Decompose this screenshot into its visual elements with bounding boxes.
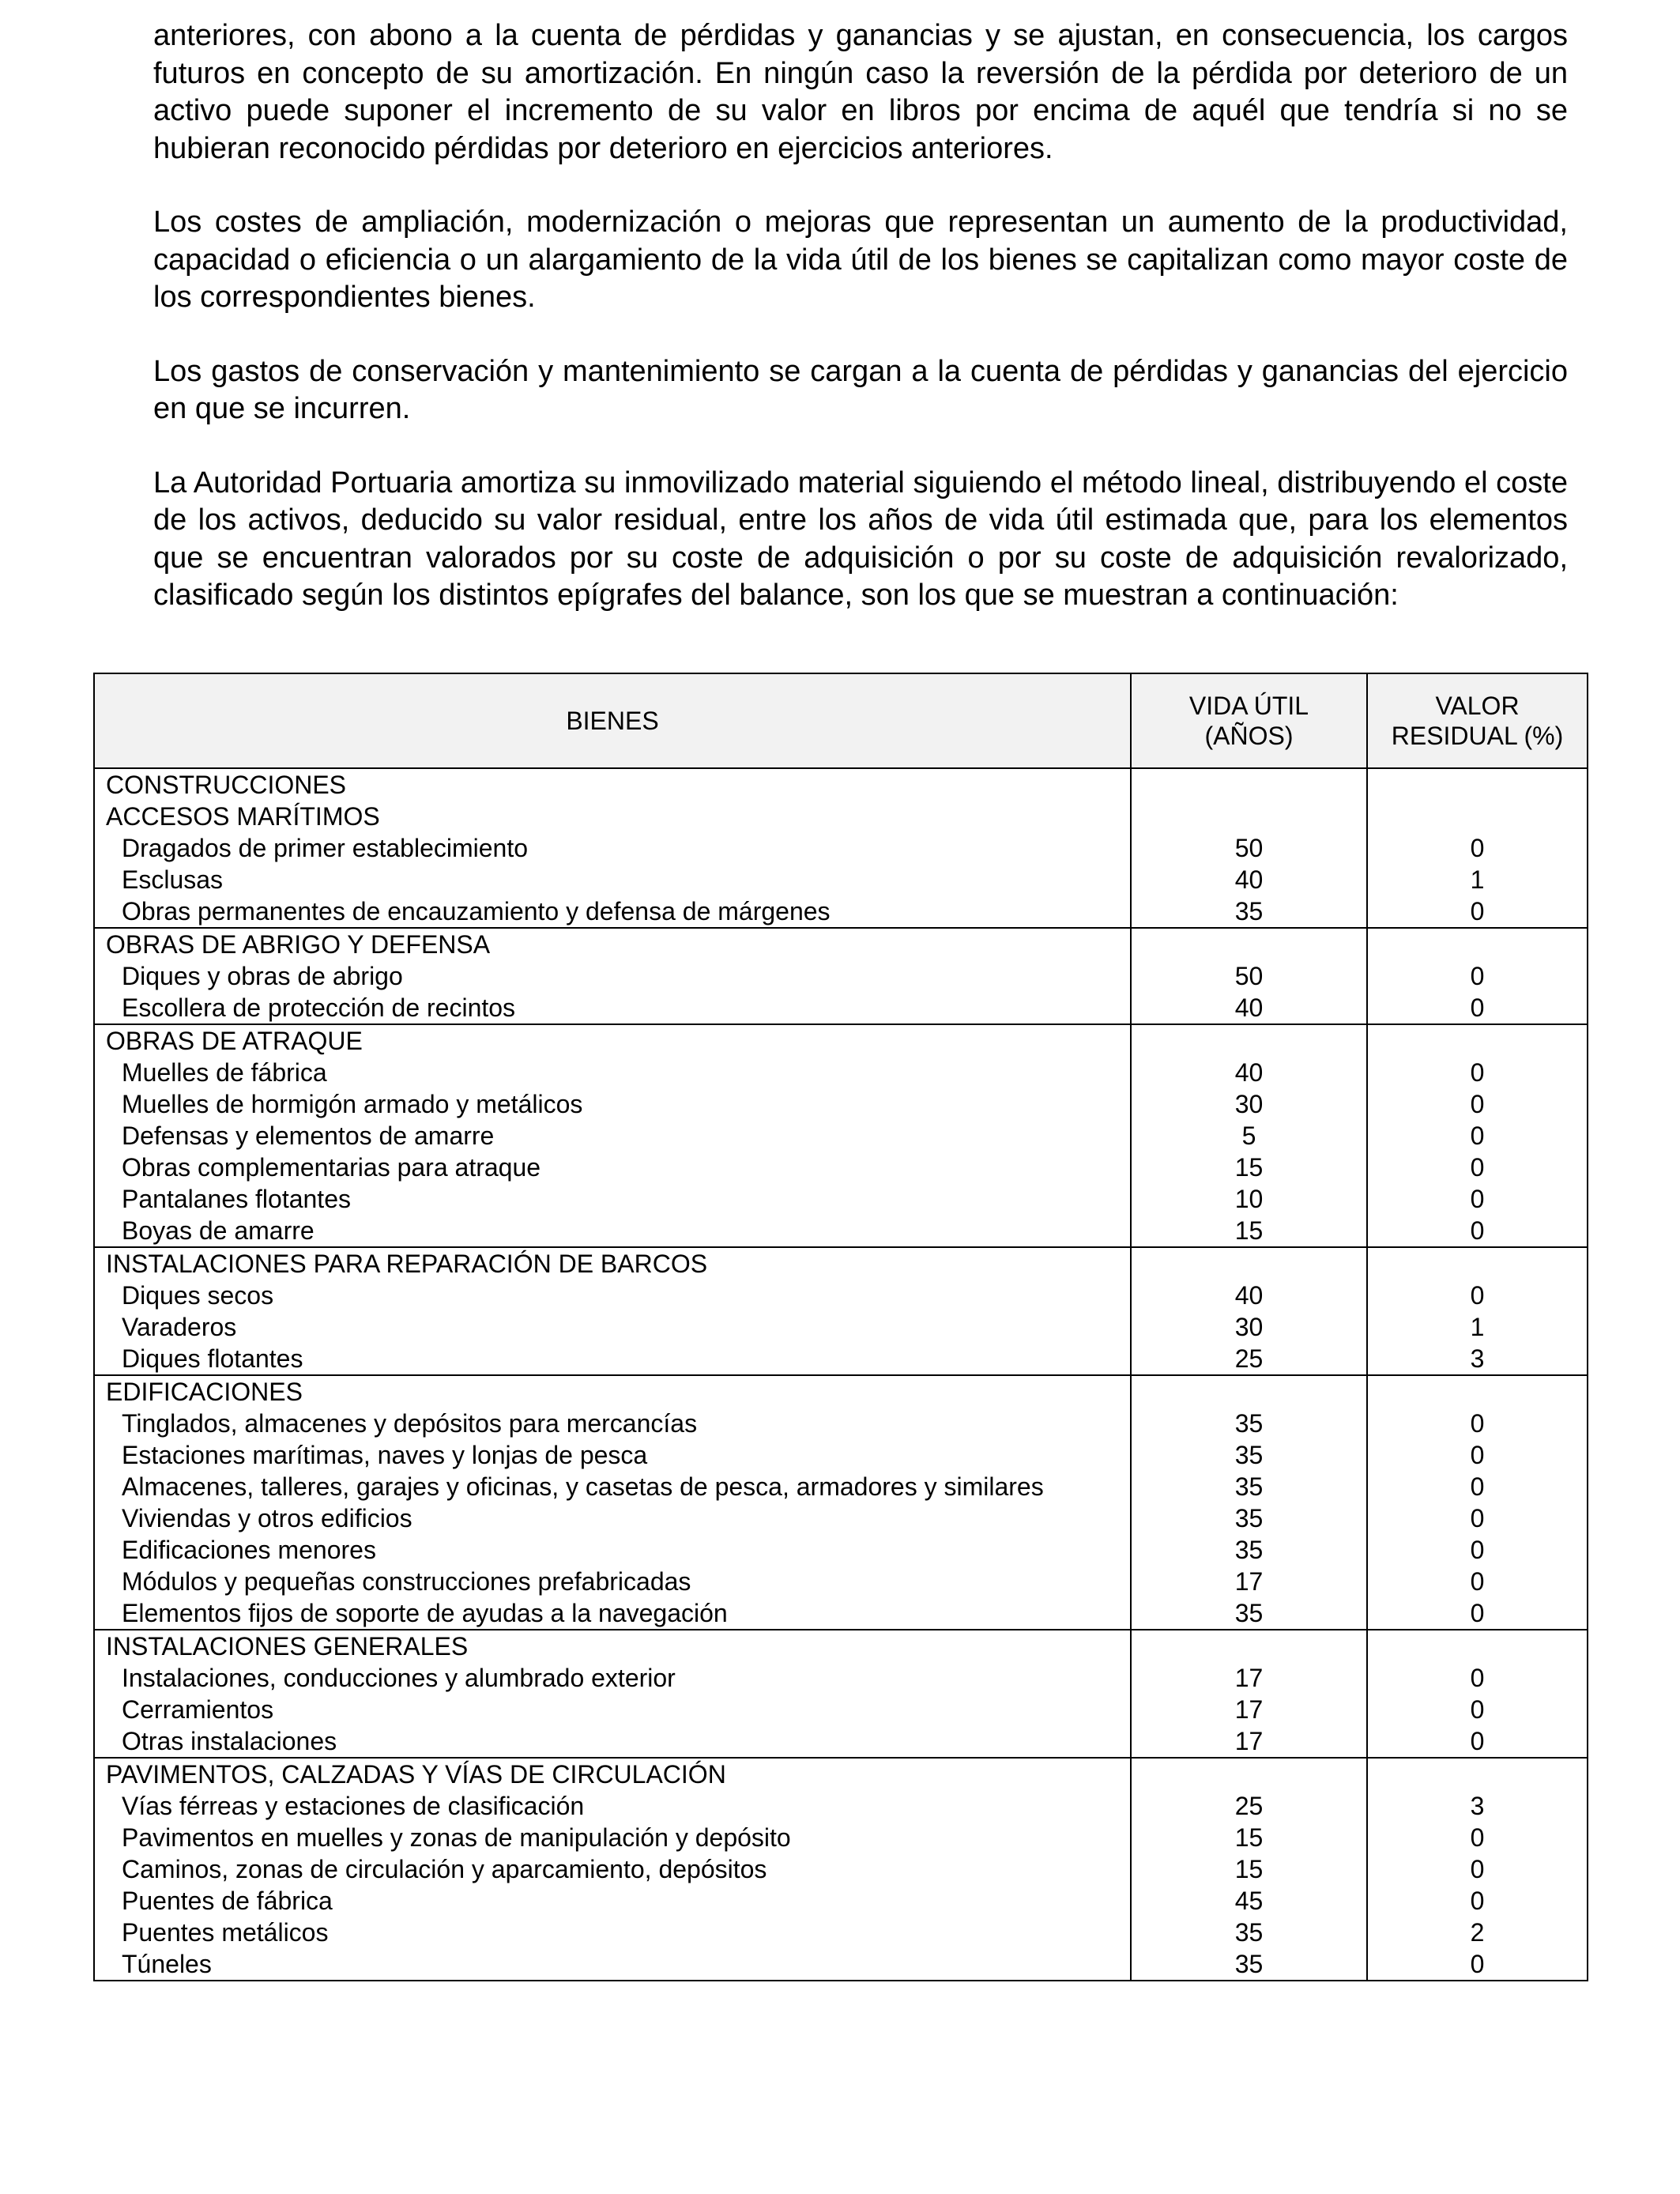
goods-item-label: Obras complementarias para atraque	[122, 1153, 541, 1182]
category-heading: OBRAS DE ABRIGO Y DEFENSA	[106, 930, 491, 959]
goods-label-cell	[94, 928, 1131, 1024]
paragraph-depreciation-method: La Autoridad Portuaria amortiza su inmovilizado material siguiendo el método lineal, distribuyendo el coste de los activos, deducido su valor residual, entre los años de vida útil estimada que, para los elementos que se encuentran valorados por su coste de adquisición o por su coste de adquisición revalorizado, clasificado según los distintos epígrafes del balance, son los que se muestran a continuación:	[153, 466, 1568, 612]
spacer	[1368, 1248, 1587, 1280]
residual-value-cell	[1367, 1247, 1588, 1375]
useful-life-value: 17	[1234, 1664, 1264, 1692]
table-row	[94, 1630, 1588, 1758]
goods-item-label: Almacenes, talleres, garajes y oficinas, y casetas de pesca, armadores y similares	[122, 1472, 1044, 1501]
residual-value: 0	[1470, 1185, 1485, 1213]
goods-item-label: Cerramientos	[122, 1695, 274, 1724]
goods-item-label: Pavimentos en muelles y zonas de manipulación y depósito	[122, 1823, 791, 1852]
residual-value-cell	[1367, 928, 1588, 1024]
residual-value: 0	[1470, 1536, 1485, 1564]
useful-life-cell	[1131, 1375, 1367, 1630]
goods-label-cell	[94, 1247, 1131, 1375]
residual-value: 0	[1470, 1441, 1485, 1469]
header-bienes-label: BIENES	[566, 707, 659, 735]
useful-life-value: 35	[1234, 1918, 1264, 1947]
useful-life-table	[93, 673, 1588, 1981]
table-group	[94, 1024, 1588, 1247]
useful-life-value: 17	[1234, 1695, 1264, 1724]
category-heading: INSTALACIONES PARA REPARACIÓN DE BARCOS	[106, 1250, 708, 1278]
residual-value: 1	[1470, 865, 1485, 894]
spacer	[1132, 769, 1366, 801]
useful-life-value: 35	[1234, 1409, 1264, 1438]
useful-life-value: 35	[1234, 1536, 1264, 1564]
table-group	[94, 768, 1588, 928]
useful-life-value: 17	[1234, 1727, 1264, 1755]
spacer	[1368, 929, 1587, 960]
residual-value-cell	[1367, 1630, 1588, 1758]
useful-life-cell	[1131, 1024, 1367, 1247]
goods-item-label: Muelles de hormigón armado y metálicos	[122, 1090, 583, 1118]
useful-life-value: 35	[1234, 1599, 1264, 1627]
residual-value: 0	[1470, 962, 1485, 990]
goods-item-label: Muelles de fábrica	[122, 1058, 327, 1087]
residual-value: 0	[1470, 1695, 1485, 1724]
residual-value: 0	[1470, 1855, 1485, 1883]
residual-value: 0	[1470, 1281, 1485, 1310]
useful-life-value: 35	[1234, 1472, 1264, 1501]
header-vida-line1: VIDA ÚTIL	[1188, 692, 1309, 720]
residual-value: 3	[1470, 1792, 1485, 1820]
residual-value: 0	[1470, 1504, 1485, 1532]
useful-life-value: 5	[1241, 1122, 1256, 1150]
useful-life-cell	[1131, 1630, 1367, 1758]
residual-value: 0	[1470, 1664, 1485, 1692]
residual-value: 0	[1470, 1472, 1485, 1501]
header-bienes	[94, 673, 1131, 768]
body-text	[153, 17, 1568, 651]
goods-item-label: Túneles	[122, 1950, 212, 1978]
table-header-row	[94, 673, 1588, 768]
header-valor-line2: RESIDUAL (%)	[1391, 722, 1564, 750]
goods-item-label: Módulos y pequeñas construcciones prefabricadas	[122, 1567, 691, 1596]
goods-item-label: Edificaciones menores	[122, 1536, 376, 1564]
goods-item-label: Puentes de fábrica	[122, 1887, 333, 1915]
category-heading: ACCESOS MARÍTIMOS	[106, 802, 380, 831]
residual-value: 0	[1470, 1122, 1485, 1150]
residual-value-cell	[1367, 1024, 1588, 1247]
goods-label-cell	[94, 1630, 1131, 1758]
spacer	[1368, 1025, 1587, 1057]
residual-value: 0	[1470, 1216, 1485, 1245]
table-row	[94, 1758, 1588, 1981]
useful-life-cell	[1131, 928, 1367, 1024]
residual-value: 0	[1470, 1409, 1485, 1438]
goods-item-label: Diques secos	[122, 1281, 274, 1310]
residual-value: 0	[1470, 1567, 1485, 1596]
spacer	[1368, 1759, 1587, 1790]
goods-item-label: Elementos fijos de soporte de ayudas a la navegación	[122, 1599, 728, 1627]
category-heading: INSTALACIONES GENERALES	[106, 1632, 469, 1661]
paragraph-maintenance-expenses: Los gastos de conservación y mantenimiento se cargan a la cuenta de pérdidas y ganancias del ejercicio en que se incurren.	[153, 354, 1568, 425]
useful-life-value: 35	[1234, 1441, 1264, 1469]
useful-life-value: 25	[1234, 1792, 1264, 1820]
goods-item-label: Obras permanentes de encauzamiento y defensa de márgenes	[122, 897, 831, 925]
useful-life-value: 50	[1234, 962, 1264, 990]
useful-life-value: 50	[1234, 834, 1264, 862]
useful-life-value: 35	[1234, 1504, 1264, 1532]
goods-item-label: Caminos, zonas de circulación y aparcamiento, depósitos	[122, 1855, 767, 1883]
useful-life-value: 17	[1234, 1567, 1264, 1596]
goods-item-label: Esclusas	[122, 865, 224, 894]
useful-life-value: 10	[1234, 1185, 1264, 1213]
table-row	[94, 1247, 1588, 1375]
useful-life-cell	[1131, 1758, 1367, 1981]
table-group	[94, 1247, 1588, 1375]
useful-life-value: 15	[1234, 1216, 1264, 1245]
goods-item-label: Puentes metálicos	[122, 1918, 329, 1947]
table-row	[94, 928, 1588, 1024]
header-valor-residual	[1367, 673, 1588, 768]
goods-item-label: Dragados de primer establecimiento	[122, 834, 529, 862]
table-group	[94, 1758, 1588, 1981]
residual-value: 0	[1470, 897, 1485, 925]
category-heading: OBRAS DE ATRAQUE	[106, 1027, 363, 1055]
table-row	[94, 768, 1588, 928]
residual-value: 2	[1470, 1918, 1485, 1947]
useful-life-value: 40	[1234, 1058, 1264, 1087]
goods-item-label: Diques flotantes	[122, 1344, 303, 1373]
table-group	[94, 1630, 1588, 1758]
residual-value-cell	[1367, 1758, 1588, 1981]
residual-value: 0	[1470, 1727, 1485, 1755]
goods-item-label: Tinglados, almacenes y depósitos para mercancías	[122, 1409, 698, 1438]
residual-value: 0	[1470, 1887, 1485, 1915]
useful-life-value: 30	[1234, 1313, 1264, 1341]
useful-life-value: 15	[1234, 1823, 1264, 1852]
useful-life-value: 40	[1234, 1281, 1264, 1310]
useful-life-value: 40	[1234, 993, 1264, 1022]
residual-value: 0	[1470, 1950, 1485, 1978]
residual-value-cell	[1367, 1375, 1588, 1630]
useful-life-cell	[1131, 768, 1367, 928]
spacer	[1132, 1025, 1366, 1057]
goods-label-cell	[94, 1375, 1131, 1630]
goods-item-label: Instalaciones, conducciones y alumbrado exterior	[122, 1664, 676, 1692]
spacer	[1132, 1759, 1366, 1790]
goods-item-label: Otras instalaciones	[122, 1727, 337, 1755]
category-heading: CONSTRUCCIONES	[106, 771, 347, 799]
useful-life-value: 40	[1234, 865, 1264, 894]
residual-value: 0	[1470, 1599, 1485, 1627]
residual-value: 0	[1470, 1090, 1485, 1118]
table-group	[94, 928, 1588, 1024]
category-heading: EDIFICACIONES	[106, 1378, 303, 1406]
residual-value: 1	[1470, 1313, 1485, 1341]
useful-life-value: 35	[1234, 897, 1264, 925]
goods-item-label: Estaciones marítimas, naves y lonjas de pesca	[122, 1441, 648, 1469]
goods-item-label: Vías férreas y estaciones de clasificación	[122, 1792, 585, 1820]
spacer	[1368, 1376, 1587, 1408]
useful-life-value: 35	[1234, 1950, 1264, 1978]
useful-life-value: 15	[1234, 1153, 1264, 1182]
header-vida-line2: (AÑOS)	[1204, 722, 1294, 750]
goods-item-label: Defensas y elementos de amarre	[122, 1122, 495, 1150]
spacer	[1132, 801, 1366, 832]
goods-label-cell	[94, 1758, 1131, 1981]
useful-life-value: 15	[1234, 1855, 1264, 1883]
table-group	[94, 1375, 1588, 1630]
goods-item-label: Varaderos	[122, 1313, 237, 1341]
residual-value-cell	[1367, 768, 1588, 928]
goods-item-label: Viviendas y otros edificios	[122, 1504, 412, 1532]
spacer	[1132, 1248, 1366, 1280]
residual-value: 0	[1470, 1153, 1485, 1182]
useful-life-value: 45	[1234, 1887, 1264, 1915]
table-row	[94, 1375, 1588, 1630]
paragraph-impairment-reversal: anteriores, con abono a la cuenta de pérdidas y ganancias y se ajustan, en consecuencia, los cargos futuros en concepto de su amortización. En ningún caso la reversión de la pérdida por deterioro de un activo puede suponer el incremento de su valor en libros por encima de aquél que tendría si no se hubieran reconocido pérdidas por deterioro en ejercicios anteriores.	[153, 19, 1568, 165]
goods-item-label: Pantalanes flotantes	[122, 1185, 351, 1213]
spacer	[1132, 1376, 1366, 1408]
category-heading: PAVIMENTOS, CALZADAS Y VÍAS DE CIRCULACIÓN	[106, 1760, 726, 1789]
header-valor-line1: VALOR	[1435, 692, 1520, 720]
residual-value: 0	[1470, 1823, 1485, 1852]
goods-item-label: Escollera de protección de recintos	[122, 993, 516, 1022]
residual-value: 3	[1470, 1344, 1485, 1373]
spacer	[1368, 801, 1587, 832]
paragraph-capitalized-costs: Los costes de ampliación, modernización o mejoras que representan un aumento de la productividad, capacidad o eficiencia o un alargamiento de la vida útil de los bienes se capitalizan como mayor coste de los correspondientes bienes.	[153, 205, 1568, 314]
goods-item-label: Diques y obras de abrigo	[122, 962, 403, 990]
goods-label-cell	[94, 1024, 1131, 1247]
spacer	[1368, 1630, 1587, 1662]
table-row	[94, 1024, 1588, 1247]
spacer	[1132, 1630, 1366, 1662]
useful-life-value: 25	[1234, 1344, 1264, 1373]
useful-life-cell	[1131, 1247, 1367, 1375]
useful-life-value: 30	[1234, 1090, 1264, 1118]
residual-value: 0	[1470, 993, 1485, 1022]
spacer	[1368, 769, 1587, 801]
goods-label-cell	[94, 768, 1131, 928]
residual-value: 0	[1470, 1058, 1485, 1087]
header-vida-util	[1131, 673, 1367, 768]
spacer	[1132, 929, 1366, 960]
goods-item-label: Boyas de amarre	[122, 1216, 315, 1245]
residual-value: 0	[1470, 834, 1485, 862]
